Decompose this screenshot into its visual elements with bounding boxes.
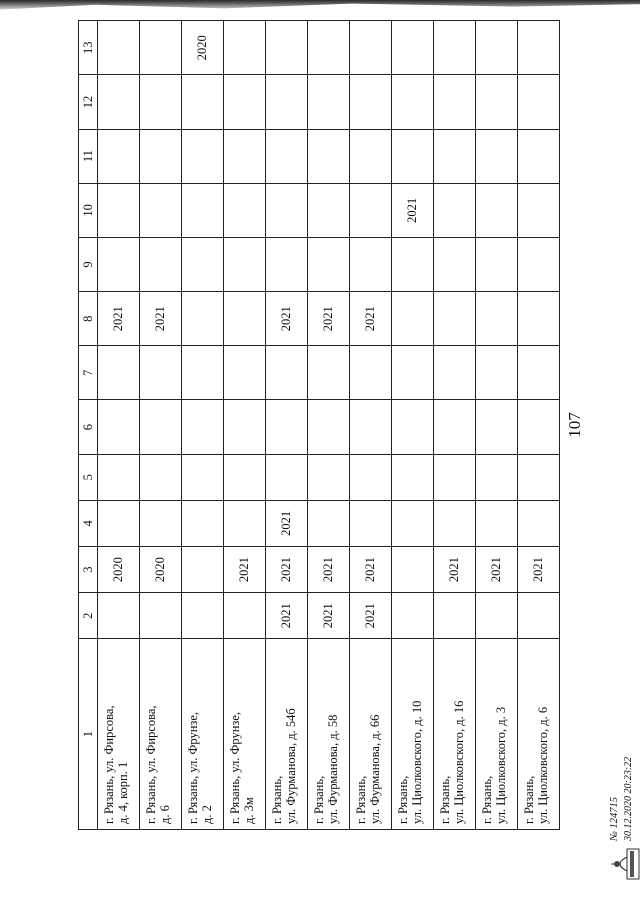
- year-cell: [518, 75, 560, 129]
- address-cell: [308, 639, 350, 830]
- year-cell: [350, 500, 392, 546]
- year-cell: [182, 292, 224, 346]
- year-cell: [518, 129, 560, 183]
- year-cell: [392, 237, 434, 291]
- year-cell: [182, 546, 224, 592]
- year-cell: 2021: [392, 183, 434, 237]
- year-cell: [98, 129, 140, 183]
- year-cell: [182, 593, 224, 639]
- year-cell: [350, 237, 392, 291]
- table-row: [476, 21, 518, 830]
- year-cell: [350, 454, 392, 500]
- year-cell: [140, 454, 182, 500]
- column-header: 9: [79, 237, 98, 291]
- year-cell: [224, 183, 266, 237]
- year-cell: 2021: [266, 593, 308, 639]
- address-line: г. Рязань,: [354, 775, 368, 824]
- column-header: 12: [79, 75, 98, 129]
- year-cell: [308, 346, 350, 400]
- year-cell: [476, 346, 518, 400]
- year-cell: [434, 237, 476, 291]
- year-cell: [434, 129, 476, 183]
- address-line: ул. Циолковского, д. 10: [410, 700, 424, 824]
- year-cell: 2020: [98, 546, 140, 592]
- address-cell: [434, 639, 476, 830]
- column-header: 3: [79, 546, 98, 592]
- year-cell: [140, 183, 182, 237]
- year-cell: 2021: [308, 593, 350, 639]
- address-line: д. 3м: [242, 797, 256, 824]
- year-cell: [98, 500, 140, 546]
- year-cell: [224, 346, 266, 400]
- year-cell: [392, 500, 434, 546]
- year-cell: [98, 237, 140, 291]
- table-row: [434, 21, 476, 830]
- header-row: [79, 21, 98, 830]
- year-cell: [182, 237, 224, 291]
- table-row: [182, 21, 224, 830]
- year-cell: [392, 292, 434, 346]
- year-cell: [518, 292, 560, 346]
- year-cell: [350, 346, 392, 400]
- year-cell: [224, 593, 266, 639]
- year-cell: 2021: [434, 546, 476, 592]
- year-cell: [182, 183, 224, 237]
- address-line: г. Рязань,: [312, 775, 326, 824]
- column-header: 6: [79, 400, 98, 454]
- year-cell: [98, 454, 140, 500]
- address-line: г. Рязань, ул. Фрунзе,: [186, 711, 200, 824]
- year-cell: [476, 400, 518, 454]
- year-cell: [266, 346, 308, 400]
- table-row: [224, 21, 266, 830]
- year-cell: [224, 129, 266, 183]
- year-cell: [518, 454, 560, 500]
- year-cell: [392, 21, 434, 75]
- year-cell: [392, 546, 434, 592]
- address-line: ул. Циолковского, д. 6: [536, 706, 550, 824]
- page-number: 107: [565, 412, 584, 438]
- address-line: д. 6: [158, 805, 172, 824]
- year-cell: [392, 593, 434, 639]
- data-table: [78, 20, 560, 830]
- year-cell: [98, 75, 140, 129]
- year-cell: 2020: [140, 546, 182, 592]
- year-cell: [224, 75, 266, 129]
- year-cell: 2021: [140, 292, 182, 346]
- year-cell: [308, 454, 350, 500]
- address-line: г. Рязань,: [480, 775, 494, 824]
- address-line: ул. Циолковского, д. 3: [494, 706, 508, 824]
- year-cell: [182, 129, 224, 183]
- address-cell: [182, 639, 224, 830]
- document-number: № 124715: [609, 796, 620, 841]
- year-cell: [140, 237, 182, 291]
- year-cell: [224, 292, 266, 346]
- column-header: 4: [79, 500, 98, 546]
- address-line: г. Рязань, ул. Фирсова,: [144, 705, 158, 824]
- year-cell: [140, 129, 182, 183]
- year-cell: [434, 183, 476, 237]
- year-cell: [392, 346, 434, 400]
- year-cell: [224, 500, 266, 546]
- address-cell: [98, 639, 140, 830]
- year-cell: 2021: [224, 546, 266, 592]
- year-cell: [308, 183, 350, 237]
- year-cell: [518, 500, 560, 546]
- year-cell: [518, 400, 560, 454]
- year-cell: [434, 593, 476, 639]
- table-row: [140, 21, 182, 830]
- address-line: ул. Циолковского, д. 16: [452, 700, 466, 824]
- address-line: г. Рязань,: [396, 775, 410, 824]
- year-cell: [476, 21, 518, 75]
- column-header: 7: [79, 346, 98, 400]
- address-line: ул. Фурманова, д. 58: [326, 714, 340, 824]
- year-cell: [182, 454, 224, 500]
- year-cell: [476, 183, 518, 237]
- year-cell: [140, 593, 182, 639]
- year-cell: [224, 400, 266, 454]
- year-cell: 2021: [350, 546, 392, 592]
- year-cell: [98, 21, 140, 75]
- year-cell: [476, 292, 518, 346]
- year-cell: [476, 129, 518, 183]
- address-line: ул. Фурманова, д. 66: [368, 714, 382, 824]
- address-cell: [518, 639, 560, 830]
- address-line: г. Рязань, ул. Фирсова,: [102, 705, 116, 824]
- coat-of-arms-icon: [607, 847, 640, 881]
- year-cell: [308, 400, 350, 454]
- column-header: 13: [79, 21, 98, 75]
- table-row: [98, 21, 140, 830]
- year-cell: [392, 129, 434, 183]
- column-header: 11: [79, 129, 98, 183]
- year-cell: [434, 454, 476, 500]
- year-cell: [350, 21, 392, 75]
- address-line: д. 2: [200, 805, 214, 824]
- year-cell: [98, 593, 140, 639]
- year-cell: [308, 21, 350, 75]
- year-cell: 2021: [476, 546, 518, 592]
- address-cell: [392, 639, 434, 830]
- year-cell: [392, 454, 434, 500]
- year-cell: [434, 75, 476, 129]
- column-header: 8: [79, 292, 98, 346]
- address-line: г. Рязань, ул. Фрунзе,: [228, 711, 242, 824]
- address-cell: [476, 639, 518, 830]
- year-cell: [476, 593, 518, 639]
- year-cell: 2020: [182, 21, 224, 75]
- year-cell: [476, 237, 518, 291]
- year-cell: [476, 75, 518, 129]
- address-cell: [224, 639, 266, 830]
- year-cell: [266, 21, 308, 75]
- address-line: г. Рязань,: [522, 775, 536, 824]
- table-row: [518, 21, 560, 830]
- table-row: [308, 21, 350, 830]
- year-cell: 2021: [98, 292, 140, 346]
- year-cell: [350, 129, 392, 183]
- column-header: 10: [79, 183, 98, 237]
- year-cell: [98, 346, 140, 400]
- year-cell: [308, 500, 350, 546]
- year-cell: 2021: [350, 292, 392, 346]
- year-cell: [518, 183, 560, 237]
- year-cell: [266, 454, 308, 500]
- year-cell: [224, 21, 266, 75]
- year-cell: [182, 75, 224, 129]
- year-cell: [140, 75, 182, 129]
- year-cell: [224, 237, 266, 291]
- electronic-signature: [605, 755, 640, 885]
- table-row: [266, 21, 308, 830]
- year-cell: [140, 500, 182, 546]
- year-cell: 2021: [266, 292, 308, 346]
- table-row: [350, 21, 392, 830]
- year-cell: [266, 400, 308, 454]
- year-cell: 2021: [266, 500, 308, 546]
- address-line: г. Рязань,: [438, 775, 452, 824]
- year-cell: [308, 237, 350, 291]
- year-cell: 2021: [308, 292, 350, 346]
- year-cell: 2021: [266, 546, 308, 592]
- year-cell: [392, 400, 434, 454]
- year-cell: [140, 346, 182, 400]
- address-line: г. Рязань,: [270, 775, 284, 824]
- year-cell: [476, 500, 518, 546]
- year-cell: [350, 183, 392, 237]
- column-header: 5: [79, 454, 98, 500]
- table-row: [392, 21, 434, 830]
- signature-timestamp: 30.12.2020 20:23:22: [623, 756, 634, 841]
- year-cell: 2021: [518, 546, 560, 592]
- year-cell: [266, 183, 308, 237]
- year-cell: [518, 593, 560, 639]
- year-cell: [308, 75, 350, 129]
- year-cell: [392, 75, 434, 129]
- year-cell: [434, 21, 476, 75]
- year-cell: [518, 237, 560, 291]
- address-line: ул. Фурманова, д. 54б: [284, 708, 298, 824]
- address-cell: [266, 639, 308, 830]
- year-cell: [98, 400, 140, 454]
- year-cell: [182, 500, 224, 546]
- year-cell: [266, 129, 308, 183]
- year-cell: [476, 454, 518, 500]
- year-cell: [434, 500, 476, 546]
- address-line: д. 4, корп. 1: [116, 761, 130, 824]
- year-cell: [98, 183, 140, 237]
- year-cell: [518, 21, 560, 75]
- column-header: 1: [79, 639, 98, 830]
- year-cell: [350, 400, 392, 454]
- year-cell: [308, 129, 350, 183]
- year-cell: [266, 237, 308, 291]
- year-cell: [182, 400, 224, 454]
- column-header: 2: [79, 593, 98, 639]
- year-cell: 2021: [350, 593, 392, 639]
- address-cell: [350, 639, 392, 830]
- year-cell: [350, 75, 392, 129]
- year-cell: [518, 346, 560, 400]
- address-cell: [140, 639, 182, 830]
- year-cell: [140, 400, 182, 454]
- year-cell: [434, 292, 476, 346]
- year-cell: 2021: [308, 546, 350, 592]
- table-body: [98, 21, 560, 830]
- year-cell: [434, 346, 476, 400]
- year-cell: [140, 21, 182, 75]
- year-cell: [434, 400, 476, 454]
- year-cell: [266, 75, 308, 129]
- year-cell: [182, 346, 224, 400]
- year-cell: [224, 454, 266, 500]
